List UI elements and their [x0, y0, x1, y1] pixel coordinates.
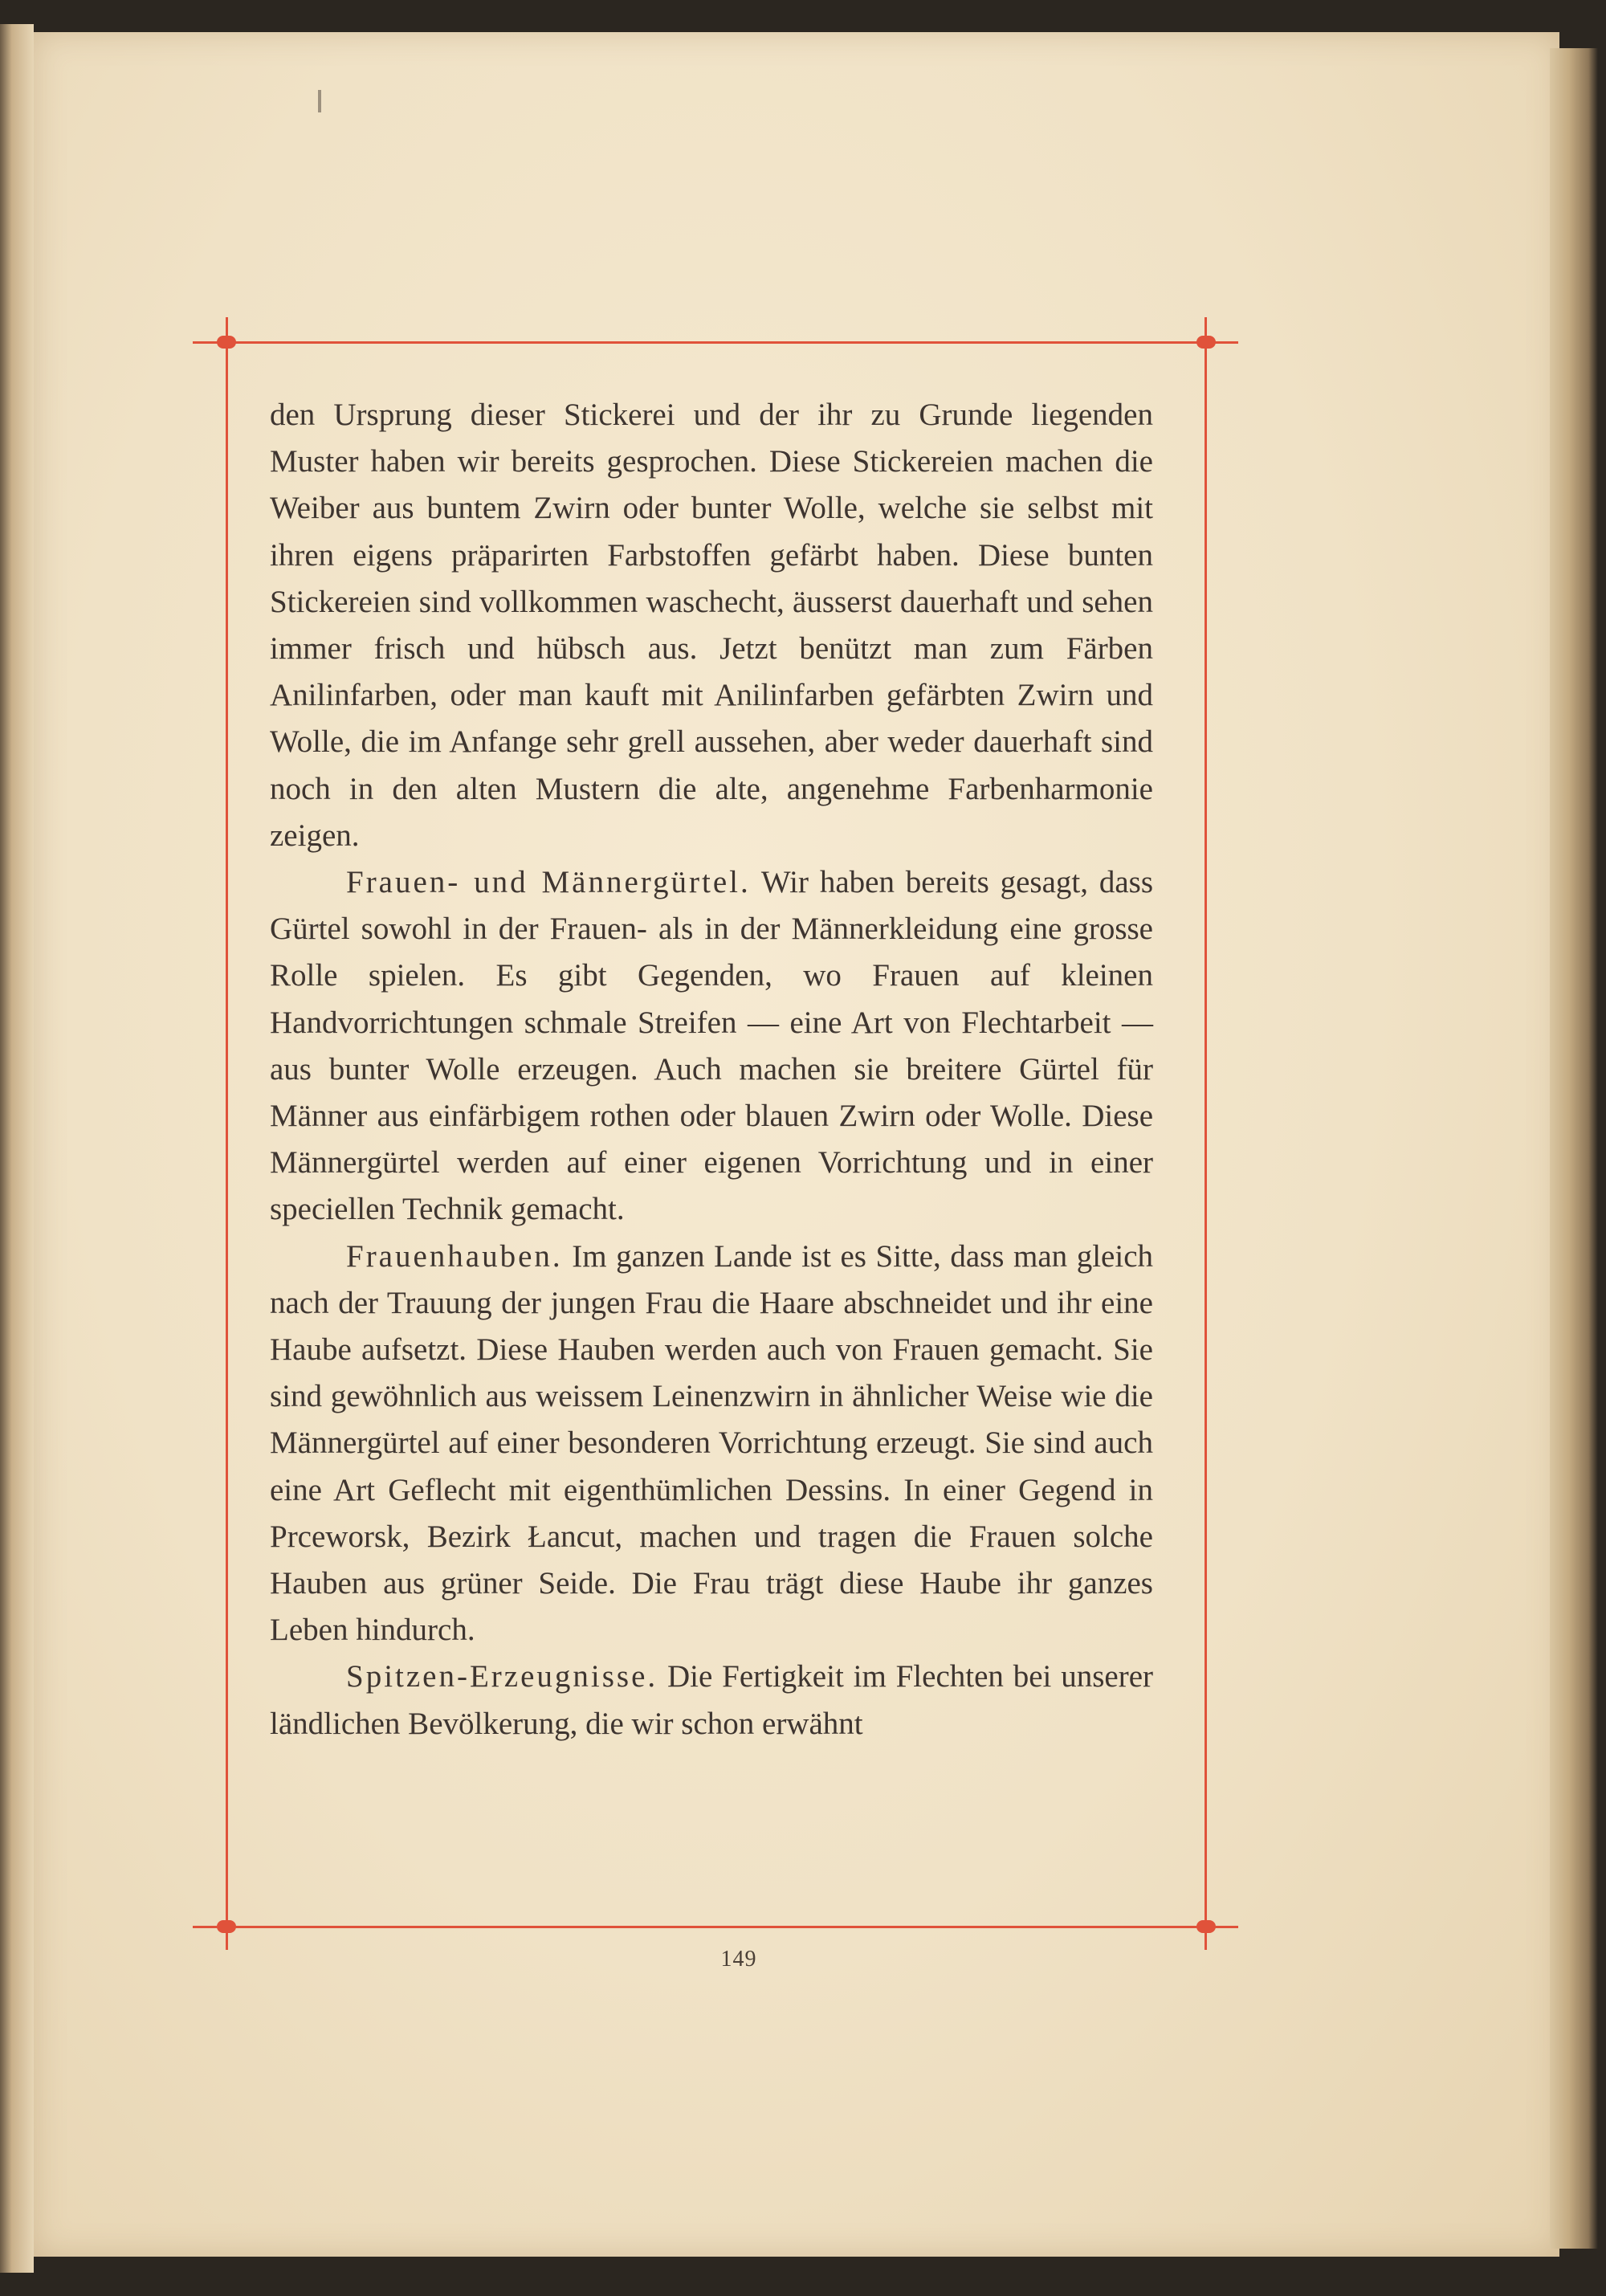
paragraph-text: Wir haben bereits gesagt, dass Gürtel sowohl in der Frauen- als in der Männerkleidung eine grosse Rolle spielen. Es gibt Gegenden, wo Frauen auf kleinen Handvorrichtungen schmale Streifen — eine Art von Flechtarbeit — aus bunter Wolle erzeugen. Auch machen sie breitere Gürtel für Männer aus einfärbigem rothen oder blauen Zwirn oder Wolle. Diese Männergürtel werden auf einer eigenen Vorrichtung und in einer speciellen Technik gemacht.: [270, 865, 1153, 1227]
paragraph-text: den Ursprung dieser Stickerei und der ihr zu Grunde liegenden Muster haben wir bereits gesprochen. Diese Stickereien machen die Weiber aus buntem Zwirn oder bunter Wolle, welche sie selbst mit ihren eigens präparirten Farbstoffen gefärbt haben. Diese bunten Stickereien sind vollkommen waschecht, äusserst dauerhaft und sehen immer frisch und hübsch aus. Jetzt benützt man zum Färben Anilinfarben, oder man kauft mit Anilinfarben gefärbten Zwirn und Wolle, die im Anfange sehr grell aussehen, aber weder dauerhaft sind noch in den alten Mustern die alte, angenehme Farbenharmonie zeigen.: [270, 398, 1153, 853]
paragraph-text: Im ganzen Lande ist es Sitte, dass man gleich nach der Trauung der jungen Frau die Haare abschneidet und ihr eine Haube aufsetzt. Diese Hauben werden auch von Frauen gemacht. Sie sind gewöhnlich aus weissem Leinenzwirn in ähnlicher Weise wie die Männergürtel auf einer besonderen Vorrichtung erzeugt. Sie sind auch eine Art Geflecht mit eigenthümlichen Dessins. In einer Gegend in Prceworsk, Bezirk Łancut, machen und tragen die Frauen solche Hauben aus grüner Seide. Die Frau trägt diese Haube ihr ganzes Leben hindurch.: [270, 1238, 1154, 1648]
book-spine-edge: [0, 24, 34, 2273]
section-heading-spitzen: Spitzen-Erzeugnisse.: [346, 1659, 658, 1694]
body-text: [270, 392, 1153, 1747]
paragraph-4: [270, 1654, 1153, 1747]
frame-left-line: [226, 317, 228, 1950]
frame-right-line: [1204, 317, 1207, 1950]
corner-ornament-bottom-left: [217, 1920, 236, 1933]
section-heading-guertel: Frauen- und Männergürtel.: [346, 865, 751, 900]
paragraph-3: [270, 1234, 1153, 1654]
corner-ornament-top-right: [1196, 336, 1216, 349]
section-heading-hauben: Frauenhauben.: [346, 1238, 563, 1274]
corner-ornament-bottom-right: [1196, 1920, 1216, 1933]
paragraph-1: [270, 392, 1153, 859]
pencil-mark: [318, 90, 321, 112]
frame-bottom-line: [193, 1926, 1238, 1928]
page-number: 149: [720, 1947, 757, 1972]
corner-ornament-top-left: [217, 336, 236, 349]
frame-top-line: [193, 341, 1238, 344]
paragraph-2: [270, 859, 1153, 1234]
page-stack-edge: [1550, 48, 1598, 2249]
paragraph-text: Die Fertigkeit im Flechten bei unserer ländlichen Bevölkerung, die wir schon erwähnt: [270, 1659, 1153, 1741]
